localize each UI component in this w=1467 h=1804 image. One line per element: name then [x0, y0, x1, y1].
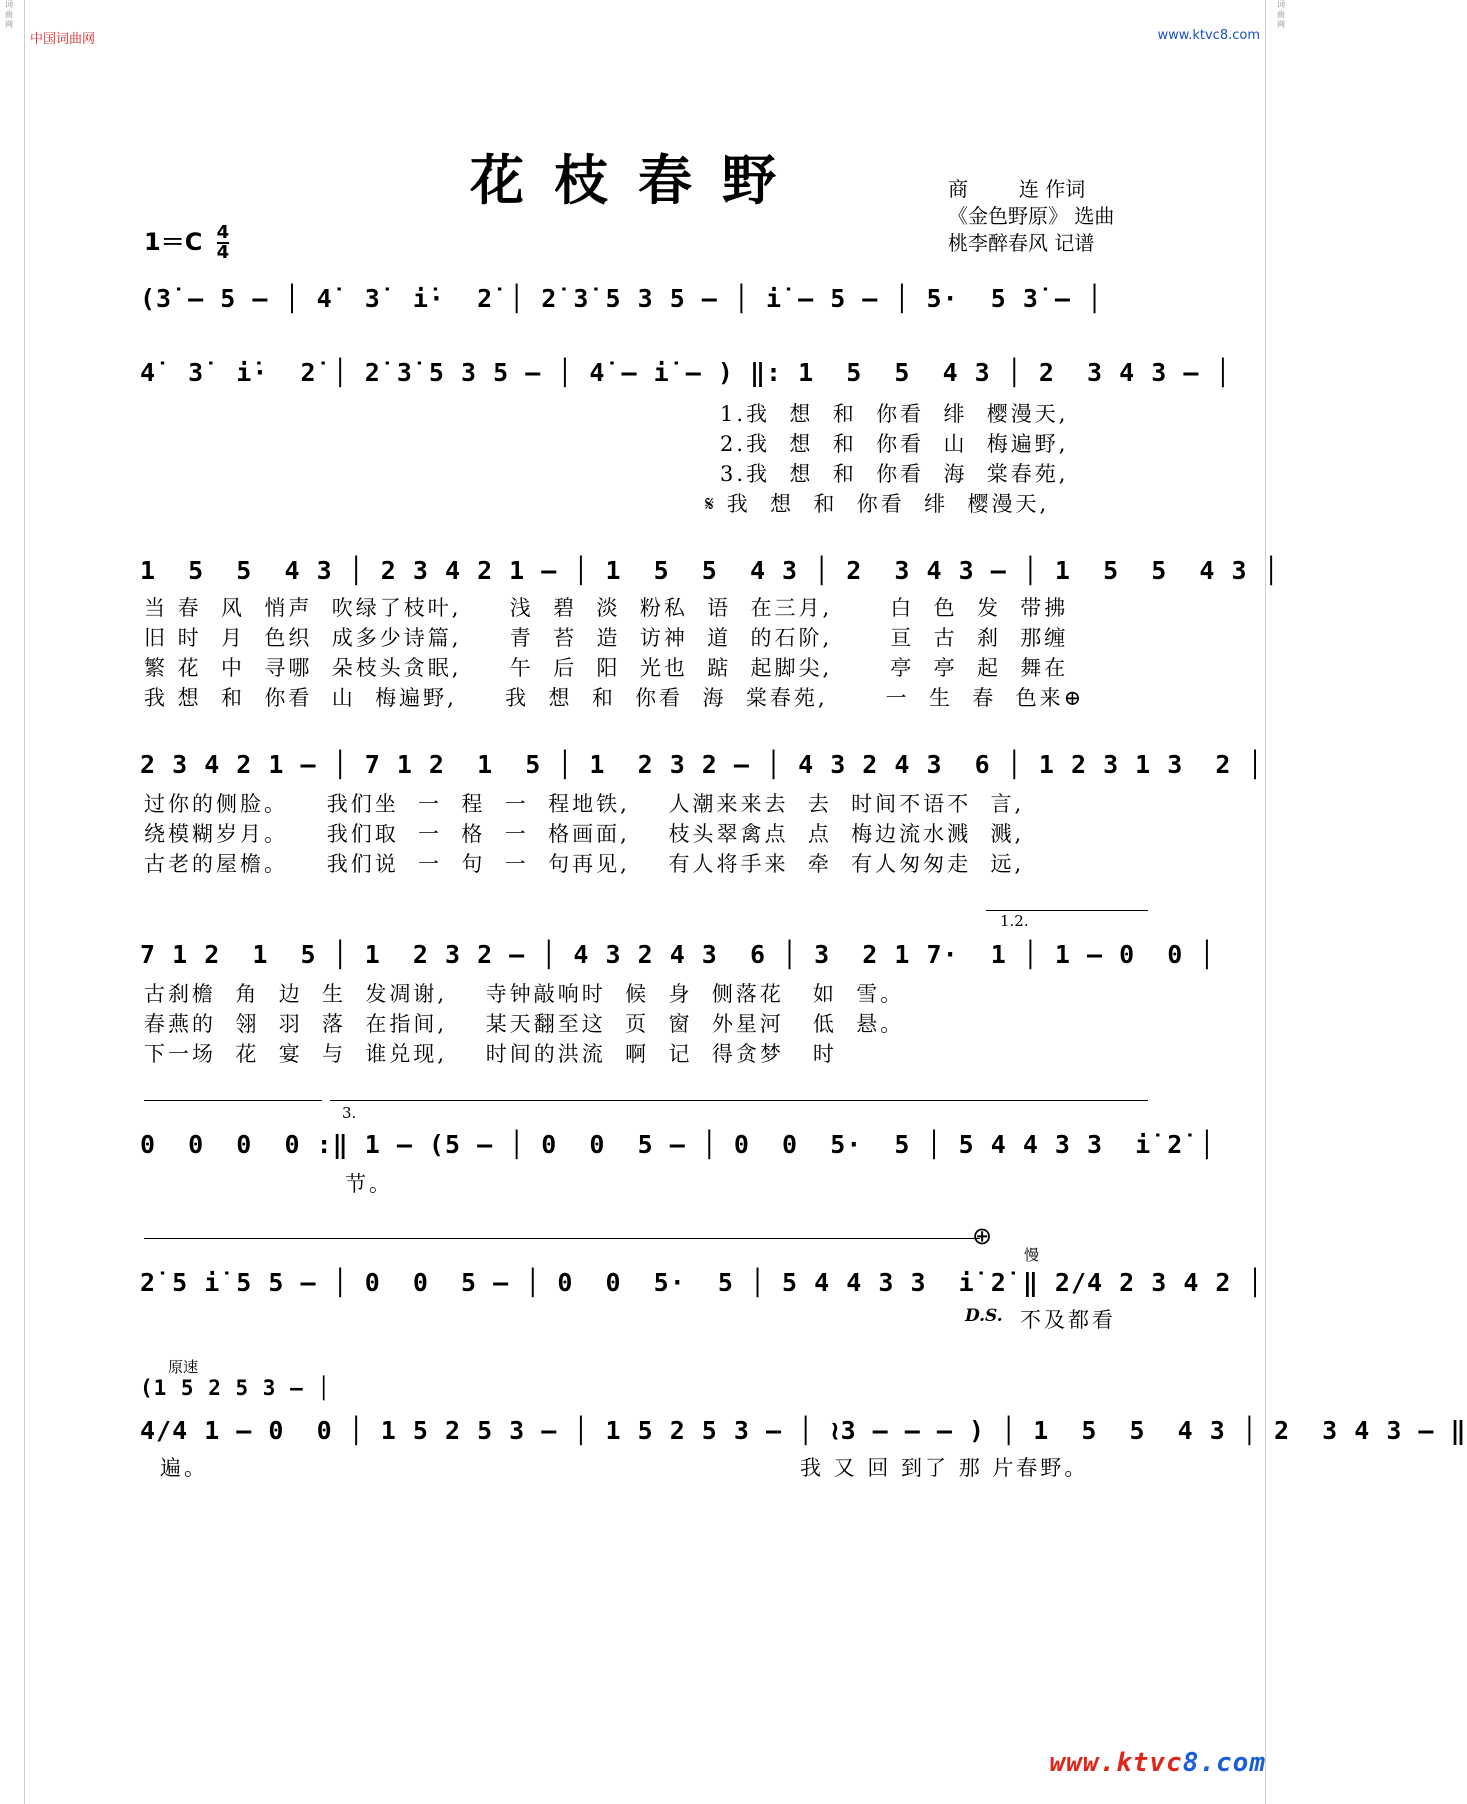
- right-watermark-strip: 词 曲 网: [1277, 0, 1285, 29]
- song-title: 花枝春野: [470, 148, 806, 212]
- verse-line-5-2: 春燕的 翎 羽 落 在指间, 某天翻至这 页 窗 外星河 低 悬。: [144, 1012, 905, 1036]
- right-border-line: [1265, 0, 1266, 1804]
- site-url-link[interactable]: www.ktvc8.com: [1157, 28, 1260, 43]
- time-unit: 4: [216, 242, 230, 263]
- verse-line-4-2: 绕模糊岁月。 我们取 一 格 一 格画面, 枝头翠禽点 点 梅边流水溅 溅,: [144, 822, 1025, 846]
- verse-line-3-4: 我 想 和 你看 山 梅遍野, 我 想 和 你看 海 棠春苑, 一 生 春 色来⊕: [144, 686, 1085, 710]
- music-line-1: (3̇ – 5 – │ 4̇ 3̇ i̇· 2̇ │ 2̇ 3̇ 5 3 5 – │ i̇ – 5 – │ 5· 5 3̇ – │: [140, 284, 1104, 313]
- volta-1-2-bracket: [986, 910, 1148, 911]
- site-logo[interactable]: [1049, 1748, 1266, 1778]
- music-line-6: 0 0 0 0 :‖ 1 – (5 – │ 0 0 5 – │ 0 0 5· 5 │ 5 4 4 3 3 i̇ 2̇ │: [140, 1130, 1216, 1159]
- volta-3-label: 3.: [342, 1104, 357, 1122]
- logo-part-b: 8.com: [1182, 1748, 1266, 1778]
- music-line-4: 2 3 4 2 1 – │ 7 1 2 1 5 │ 1 2 3 2 – │ 4 3 2 4 3 6 │ 1 2 3 1 3 2 │: [140, 750, 1264, 779]
- music-line-2: 4̇ 3̇ i̇· 2̇ │ 2̇ 3̇ 5 3 5 – │ 4̇ – i̇ – ) ‖: 1 5 5 4 3 │ 2 3 4 3 – │: [140, 358, 1232, 387]
- key-signature: [144, 222, 229, 262]
- verse-line-2-1: 1.我 想 和 你看 绯 樱漫天,: [720, 402, 1069, 426]
- transcriber-credit: 桃李醉春风 记谱: [948, 231, 1095, 255]
- music-line-3: 1 5 5 4 3 │ 2 3 4 2 1 – │ 1 5 5 4 3 │ 2 3 4 3 – │ 1 5 5 4 3 │: [140, 556, 1280, 585]
- time-signature: [217, 224, 230, 262]
- verse-line-4-1: 过你的侧脸。 我们坐 一 程 一 程地铁, 人潮来来去 去 时间不语不 言,: [144, 792, 1025, 816]
- music-line-7: 2̇ 5 i̇ 5 5 – │ 0 0 5 – │ 0 0 5· 5 │ 5 4 4 3 3 i̇ 2̇ ‖ 2/4 2 3 4 2 │: [140, 1268, 1264, 1297]
- left-watermark-strip: 词 曲 网: [5, 0, 13, 29]
- ossia-line: (1 5 2 5 3 – │: [140, 1376, 332, 1400]
- verse-line-3-3: 繁 花 中 寻哪 朵枝头贪眠, 午 后 阳 光也 踮 起脚尖, 亭 亭 起 舞在: [144, 656, 1069, 680]
- tempo-primo-marking: 原速: [168, 1358, 199, 1376]
- verse-line-4-3: 古老的屋檐。 我们说 一 句 一 句再见, 有人将手来 牵 有人匆匆走 远,: [144, 852, 1025, 876]
- verse-line-5-1: 古刹檐 角 边 生 发凋谢, 寺钟敲响时 候 身 侧落花 如 雪。: [144, 982, 905, 1006]
- verse-line-8-1: 遍。: [160, 1456, 208, 1480]
- coda-connector-line: [144, 1238, 980, 1239]
- site-name-link[interactable]: 中国词曲网: [30, 32, 96, 47]
- verse-line-2-3: 3.我 想 和 你看 海 棠春苑,: [720, 462, 1069, 486]
- source-credit: 《金色野原》 选曲: [948, 204, 1115, 228]
- volta-1-2-label: 1.2.: [1000, 912, 1029, 930]
- logo-part-a: www.ktvc: [1049, 1748, 1183, 1778]
- verse-line-7-1: 不及都看: [1020, 1308, 1116, 1332]
- time-beats: 4: [216, 222, 230, 243]
- verse-line-2-4: 𝄋 我 想 和 你看 绯 樱漫天,: [705, 492, 1050, 516]
- verse-line-2-2: 2.我 想 和 你看 山 梅遍野,: [720, 432, 1069, 456]
- verse-line-6-1: 节。: [345, 1172, 393, 1196]
- music-line-5: 7 1 2 1 5 │ 1 2 3 2 – │ 4 3 2 4 3 6 │ 3 2 1 7· 1 │ 1 – 0 0 │: [140, 940, 1216, 969]
- credits-block: [948, 176, 1114, 257]
- key-label: 1＝C: [144, 228, 203, 256]
- dal-segno-marking: D.S.: [965, 1306, 1003, 1326]
- volta-1-2-continuation: [144, 1100, 322, 1101]
- verse-line-8-2: 我 又 回 到了 那 片春野。: [800, 1456, 1089, 1480]
- coda-symbol: ⊕: [972, 1222, 993, 1250]
- slow-marking: 慢: [1024, 1246, 1040, 1264]
- verse-line-3-1: 当 春 风 悄声 吹绿了枝叶, 浅 碧 淡 粉私 语 在三月, 白 色 发 带拂: [144, 596, 1069, 620]
- music-line-8: 4/4 1 – 0 0 │ 1 5 2 5 3 – │ 1 5 2 5 3 – │ ≀3 – – – ) │ 1 5 5 4 3 │ 2 3 4 3 – ‖: [140, 1416, 1467, 1445]
- lyricist-credit: 商 连 作词: [948, 177, 1086, 201]
- verse-line-5-3: 下一场 花 宴 与 谁兑现, 时间的洪流 啊 记 得贪梦 时: [144, 1042, 837, 1066]
- left-border-line: [24, 0, 25, 1804]
- volta-3-bracket: [330, 1100, 1148, 1101]
- verse-line-3-2: 旧 时 月 色织 成多少诗篇, 青 苔 造 访神 道 的石阶, 亘 古 刹 那缠: [144, 626, 1069, 650]
